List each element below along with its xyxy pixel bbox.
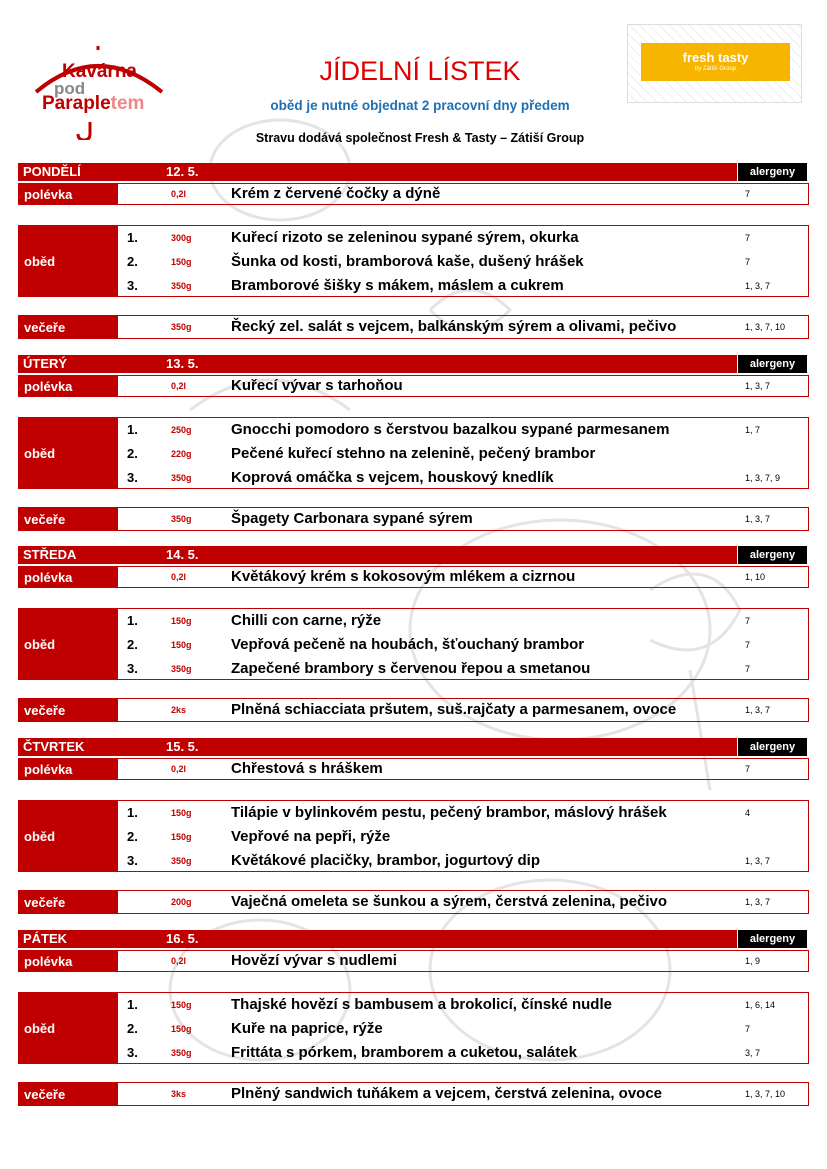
dinner-label: večeře: [19, 316, 118, 338]
soup-row: [18, 950, 809, 972]
item-number: 1.: [127, 805, 138, 820]
dinner-row: [18, 315, 809, 339]
day-date: 15. 5.: [166, 739, 199, 754]
dinner-label: večeře: [19, 891, 118, 913]
dish-name: Vaječná omeleta se šunkou a sýrem, čerstvá zelenina, pečivo: [231, 893, 668, 910]
menu-line: [114, 509, 808, 529]
lunch-label: oběd: [19, 418, 118, 488]
dish-name: Pečené kuřecí stehno na zelenině, pečený brambor: [231, 445, 596, 462]
item-number: 2.: [127, 829, 138, 844]
allergen-codes: 1, 3, 7: [745, 705, 771, 715]
dinner-row: [18, 698, 809, 722]
dish-name: Vepřová pečeně na houbách, šťouchaný brambor: [231, 636, 585, 653]
dinner-label: večeře: [19, 699, 118, 721]
day-name: PONDĚLÍ: [23, 164, 81, 179]
allergens-header: alergeny: [738, 355, 807, 373]
dish-name: Plněný sandwich tuňákem a vejcem, čerstvá zelenina, ovoce: [231, 1085, 663, 1102]
item-number: 1.: [127, 613, 138, 628]
allergens-header: alergeny: [738, 546, 807, 564]
day-header: [18, 930, 808, 948]
portion-size: 350g: [171, 664, 192, 674]
menu-line: [114, 659, 808, 679]
allergens-header: alergeny: [738, 930, 807, 948]
portion-size: 300g: [171, 233, 192, 243]
allergen-codes: 7: [745, 233, 751, 243]
portion-size: 350g: [171, 281, 192, 291]
item-number: 3.: [127, 853, 138, 868]
day-date: 12. 5.: [166, 164, 199, 179]
portion-size: 150g: [171, 1024, 192, 1034]
dish-name: Krém z červené čočky a dýně: [231, 185, 441, 202]
dish-name: Květákové placičky, brambor, jogurtový dip: [231, 852, 540, 869]
portion-size: 350g: [171, 322, 192, 332]
day-block: [18, 355, 808, 527]
dish-name: Plněná schiacciata pršutem, suš.rajčaty a parmesanem, ovoce: [231, 701, 677, 718]
soup-label: polévka: [19, 759, 118, 779]
fresh-tasty-logo: [627, 24, 802, 103]
day-name: ČTVRTEK: [23, 739, 85, 754]
logo-text-2: pod: [54, 79, 86, 98]
allergen-codes: 1, 10: [745, 572, 766, 582]
portion-size: 350g: [171, 856, 192, 866]
day-bar: [18, 930, 737, 948]
portion-size: 220g: [171, 449, 192, 459]
portion-size: 0,2l: [171, 189, 187, 199]
dish-name: Thajské hovězí s bambusem a brokolicí, čínské nudle: [231, 996, 612, 1013]
dish-name: Kuřecí rizoto se zeleninou sypané sýrem, okurka: [231, 229, 579, 246]
lunch-row: [18, 225, 809, 297]
dish-name: Kuřecí vývar s tarhoňou: [231, 377, 403, 394]
allergen-codes: 7: [745, 664, 751, 674]
day-bar: [18, 355, 737, 373]
portion-size: 0,2l: [171, 956, 187, 966]
menu-line: [114, 635, 808, 655]
allergen-codes: 1, 3, 7, 9: [745, 473, 781, 483]
lunch-label: oběd: [19, 993, 118, 1063]
dish-name: Tilápie v bylinkovém pestu, pečený brambor, máslový hrášek: [231, 804, 667, 821]
menu-line: [114, 376, 808, 396]
day-date: 16. 5.: [166, 931, 199, 946]
dish-name: Šunka od kosti, bramborová kaše, dušený hrášek: [231, 253, 584, 270]
allergens-header: alergeny: [738, 163, 807, 181]
portion-size: 150g: [171, 616, 192, 626]
allergen-codes: 7: [745, 616, 751, 626]
allergen-codes: 7: [745, 764, 751, 774]
dinner-row: [18, 507, 809, 531]
day-date: 14. 5.: [166, 547, 199, 562]
menu-line: [114, 276, 808, 296]
dish-name: Květákový krém s kokosovým mlékem a cizrnou: [231, 568, 576, 585]
menu-line: [114, 611, 808, 631]
allergen-codes: 7: [745, 1024, 751, 1034]
portion-size: 250g: [171, 425, 192, 435]
supplier-note: Stravu dodává společnost Fresh & Tasty – Zátiší Group: [255, 131, 585, 145]
menu-line: [114, 252, 808, 272]
soup-label: polévka: [19, 951, 118, 971]
allergen-codes: 7: [745, 257, 751, 267]
soup-label: polévka: [19, 567, 118, 587]
dinner-label: večeře: [19, 1083, 118, 1105]
menu-line: [114, 827, 808, 847]
menu-line: [114, 951, 808, 971]
allergen-codes: 1, 3, 7: [745, 897, 771, 907]
dish-name: Řecký zel. salát s vejcem, balkánským sýrem a olivami, pečivo: [231, 318, 677, 335]
menu-line: [114, 803, 808, 823]
allergen-codes: 1, 7: [745, 425, 761, 435]
menu-line: [114, 184, 808, 204]
allergen-codes: 1, 6, 14: [745, 1000, 776, 1010]
item-number: 1.: [127, 230, 138, 245]
page-title: JÍDELNÍ LÍSTEK: [319, 56, 521, 86]
day-header: [18, 738, 808, 756]
day-bar: [18, 738, 737, 756]
day-name: ÚTERÝ: [23, 356, 68, 371]
dish-name: Zapečené brambory s červenou řepou a smetanou: [231, 660, 591, 677]
allergen-codes: 7: [745, 640, 751, 650]
day-header: [18, 355, 808, 373]
menu-line: [114, 444, 808, 464]
portion-size: 350g: [171, 1048, 192, 1058]
portion-size: 0,2l: [171, 381, 187, 391]
dish-name: Gnocchi pomodoro s čerstvou bazalkou sypané parmesanem: [231, 421, 670, 438]
day-block: [18, 930, 808, 1102]
menu-line: [114, 892, 808, 912]
allergen-codes: 1, 3, 7, 10: [745, 322, 786, 332]
allergen-codes: 7: [745, 189, 751, 199]
lunch-label: oběd: [19, 801, 118, 871]
portion-size: 200g: [171, 897, 192, 907]
soup-row: [18, 566, 809, 588]
allergen-codes: 4: [745, 808, 751, 818]
dish-name: Vepřové na pepři, rýže: [231, 828, 391, 845]
allergen-codes: 1, 3, 7: [745, 856, 771, 866]
allergen-codes: 1, 3, 7: [745, 281, 771, 291]
order-notice: oběd je nutné objednat 2 pracovní dny předem: [270, 98, 570, 113]
lunch-row: [18, 608, 809, 680]
allergen-codes: 1, 3, 7, 10: [745, 1089, 786, 1099]
menu-line: [114, 851, 808, 871]
lunch-label: oběd: [19, 609, 118, 679]
dish-name: Frittáta s pórkem, bramborem a cuketou, salátek: [231, 1044, 577, 1061]
allergen-codes: 1, 3, 7: [745, 514, 771, 524]
day-name: STŘEDA: [23, 547, 77, 562]
logo-text-3: Parapletem: [42, 93, 145, 114]
portion-size: 3ks: [171, 1089, 187, 1099]
allergens-header: alergeny: [738, 738, 807, 756]
menu-line: [114, 995, 808, 1015]
portion-size: 0,2l: [171, 572, 187, 582]
portion-size: 350g: [171, 473, 192, 483]
portion-size: 350g: [171, 514, 192, 524]
soup-label: polévka: [19, 376, 118, 396]
day-block: [18, 546, 808, 718]
lunch-row: [18, 417, 809, 489]
menu-line: [114, 1084, 808, 1104]
cafe-logo: [28, 44, 168, 140]
dish-name: Kuře na paprice, rýže: [231, 1020, 383, 1037]
item-number: 2.: [127, 637, 138, 652]
portion-size: 150g: [171, 257, 192, 267]
item-number: 3.: [127, 1045, 138, 1060]
menu-line: [114, 468, 808, 488]
brand-name: fresh tasty: [682, 50, 749, 65]
dinner-row: [18, 1082, 809, 1106]
lunch-row: [18, 992, 809, 1064]
portion-size: 0,2l: [171, 764, 187, 774]
item-number: 1.: [127, 997, 138, 1012]
dish-name: Bramborové šišky s mákem, máslem a cukrem: [231, 277, 564, 294]
portion-size: 150g: [171, 1000, 192, 1010]
item-number: 2.: [127, 1021, 138, 1036]
soup-row: [18, 758, 809, 780]
umbrella-icon: [28, 44, 168, 140]
menu-line: [114, 759, 808, 779]
dish-name: Koprová omáčka s vejcem, houskový knedlík: [231, 469, 554, 486]
soup-row: [18, 183, 809, 205]
dish-name: Špagety Carbonara sypané sýrem: [231, 510, 473, 527]
day-name: PÁTEK: [23, 931, 68, 946]
item-number: 3.: [127, 278, 138, 293]
item-number: 2.: [127, 254, 138, 269]
logo-text-1: Kavárna: [62, 61, 137, 82]
day-header: [18, 546, 808, 564]
day-date: 13. 5.: [166, 356, 199, 371]
item-number: 1.: [127, 422, 138, 437]
menu-line: [114, 317, 808, 337]
dish-name: Chilli con carne, rýže: [231, 612, 382, 629]
allergen-codes: 1, 9: [745, 956, 761, 966]
menu-line: [114, 1019, 808, 1039]
brand-sub: by Zátiší Group: [694, 66, 736, 72]
dinner-label: večeře: [19, 508, 118, 530]
allergen-codes: 3, 7: [745, 1048, 761, 1058]
item-number: 2.: [127, 446, 138, 461]
item-number: 3.: [127, 661, 138, 676]
allergen-codes: 1, 3, 7: [745, 381, 771, 391]
dish-name: Hovězí vývar s nudlemi: [231, 952, 397, 969]
day-bar: [18, 163, 737, 181]
dinner-row: [18, 890, 809, 914]
portion-size: 2ks: [171, 705, 187, 715]
menu-line: [114, 567, 808, 587]
menu-line: [114, 420, 808, 440]
portion-size: 150g: [171, 640, 192, 650]
menu-line: [114, 228, 808, 248]
lunch-row: [18, 800, 809, 872]
day-block: [18, 738, 808, 910]
dish-name: Chřestová s hráškem: [231, 760, 383, 777]
portion-size: 150g: [171, 808, 192, 818]
day-header: [18, 163, 808, 181]
item-number: 3.: [127, 470, 138, 485]
menu-line: [114, 1043, 808, 1063]
lunch-label: oběd: [19, 226, 118, 296]
portion-size: 150g: [171, 832, 192, 842]
day-bar: [18, 546, 737, 564]
soup-row: [18, 375, 809, 397]
menu-line: [114, 700, 808, 720]
soup-label: polévka: [19, 184, 118, 204]
day-block: [18, 163, 808, 335]
